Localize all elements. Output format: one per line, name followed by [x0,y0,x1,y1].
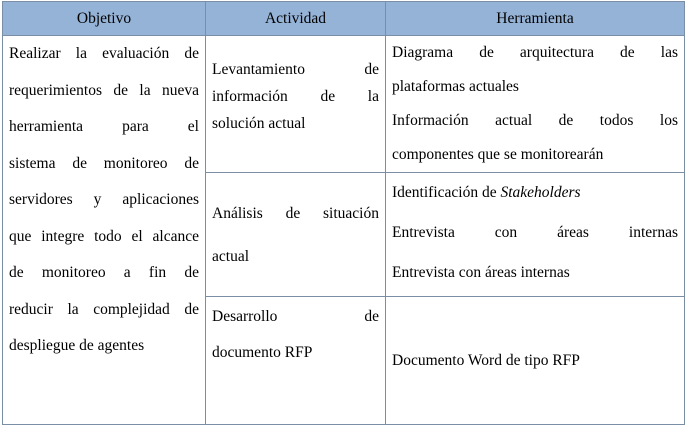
herramienta-cell [386,36,685,173]
herramienta-line: Documento Word de tipo RFP [392,352,580,369]
actividad-cell [206,36,386,173]
actividad-cell [206,297,386,425]
objetivo-cell [3,36,206,425]
herramienta-line: Entrevista con áreas internas [392,264,570,281]
objetivo-line: requerimientos de la nueva [9,81,199,99]
herramienta-line: componentes que se monitorearán [392,146,604,163]
objetivo-line: sistema de monitoreo de [9,154,199,172]
header-herramienta: Herramienta [386,2,685,36]
herramienta-line: plataformas actuales [392,78,519,95]
header-actividad: Actividad [206,2,386,36]
actividad-line: Análisis de situación [212,204,379,222]
herramienta-line: Diagrama de arquitectura de las [392,44,678,61]
herramienta-prefix: Identificación de [392,184,501,201]
objetivo-line: que integre todo el alcance [9,227,199,245]
header-row [3,2,685,36]
actividad-line: documento RFP [212,344,313,361]
objetivo-line: Realizar la evaluación de [9,45,199,62]
actividad-line: actual [212,247,250,265]
actividad-line: Desarrollo de [212,308,379,325]
herramienta-line: Entrevista con áreas internas [392,224,678,241]
actividad-line: Levantamiento de [212,61,379,78]
objetivo-line: reducir la complejidad de [9,300,199,318]
herramienta-cell [386,297,685,425]
actividad-line: información de la [212,88,379,105]
objetivo-line: herramienta para el [9,118,199,135]
herramienta-italic: Stakeholders [500,184,581,201]
activities-table [2,1,685,425]
objetivo-line: servidores y aplicaciones [9,191,199,208]
herramienta-cell [386,173,685,297]
objetivo-line: despliegue de agentes [9,337,145,354]
herramienta-line: Información actual de todos los [392,112,678,129]
objetivo-line: de monitoreo a fin de [9,264,199,281]
herramienta-line [392,173,678,213]
actividad-cell [206,173,386,297]
header-objetivo: Objetivo [3,2,206,36]
table-row [3,36,685,173]
actividad-line: solución actual [212,115,306,132]
